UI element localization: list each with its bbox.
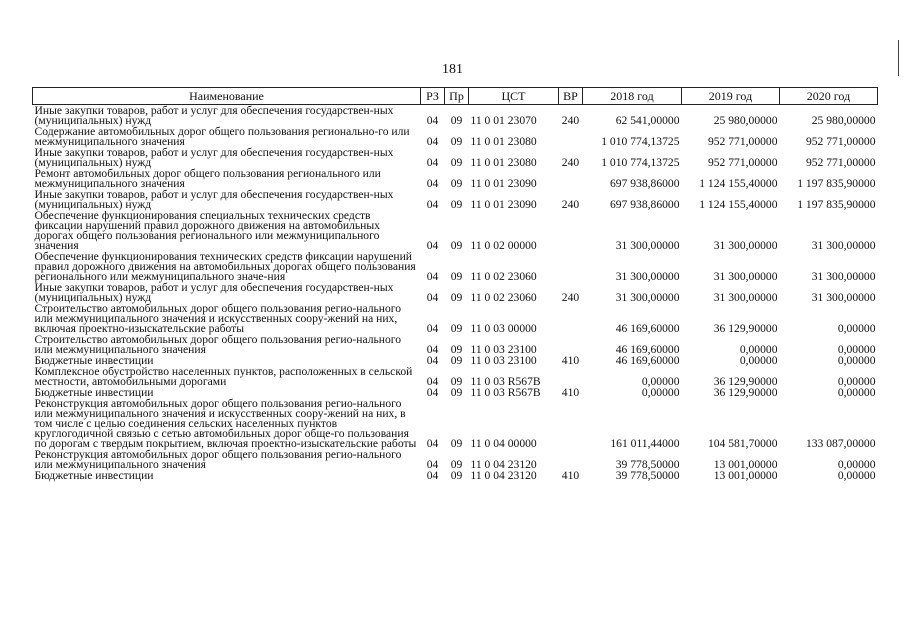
budget-table [32,87,878,481]
cell-2020: 0,00000 [837,386,876,399]
cell-cst: 11 0 01 23090 [470,198,537,211]
table-row [33,147,878,168]
cell-2018: 697 938,86000 [609,177,680,190]
cell-name: Иные закупки товаров, работ и услуг для обеспечения государствен-ных (муниципальных) нужд [34,281,394,304]
cell-rz: 04 [426,437,439,450]
cell-name: Обеспечение функционирования специальных технических средств фиксации нарушений правил дорожного движения на автомобильных дорогах общего пользования регионального или межмуниципального значения [34,209,380,252]
cell-vr [559,303,583,334]
cell-rz: 04 [426,135,439,148]
cell-2020: 133 087,00000 [805,437,876,450]
cell-rz: 04 [426,375,439,388]
cell-cst: 11 0 03 23100 [470,343,537,356]
cell-name: Строительство автомобильных дорог общего пользования регио-нального или межмуниципального значения и искусственных соору-жений на них, включая проектно-изыскательские работы [34,302,402,335]
cell-pr: 09 [450,469,463,482]
cell-2019: 952 771,00000 [707,156,778,169]
cell-pr: 09 [450,343,463,356]
cell-cst: 11 0 01 23090 [470,177,537,190]
cell-2020: 25 980,00000 [811,114,876,127]
cell-2018: 39 778,50000 [615,458,680,471]
cell-2018: 31 300,00000 [615,270,680,283]
table-row [33,251,878,282]
cell-2020: 0,00000 [837,375,876,388]
cell-vr [559,366,583,387]
cell-pr: 09 [450,291,463,304]
cell-name: Бюджетные инвестиции [34,354,154,367]
cell-2018: 0,00000 [641,386,680,399]
cell-vr: 240 [561,198,580,211]
cell-2018: 62 541,00000 [615,114,680,127]
cell-2018: 697 938,86000 [609,198,680,211]
cell-cst: 11 0 01 23080 [470,156,537,169]
cell-2018: 46 169,60000 [615,322,680,335]
cell-cst: 11 0 03 R567B [470,375,541,388]
cell-2018: 1 010 774,13725 [601,156,680,169]
cell-pr: 09 [450,270,463,283]
cell-cst: 11 0 02 00000 [470,239,537,252]
table-row [33,105,878,127]
cell-2020: 31 300,00000 [811,239,876,252]
table-body [33,105,878,482]
cell-name: Реконструкция автомобильных дорог общего пользования регио-нального или межмуниципального значения и искусственных соору-жений на них, в том числе с целью соединения сельских населенных пунктов круглогодичной связью с сетью автомобильных дорог обще-го пользования по дорогам с твердым покрытием, включая проектно-изыскательские работы [34,397,417,450]
cell-2018: 31 300,00000 [615,239,680,252]
cell-vr: 410 [561,386,580,399]
cell-vr [559,398,583,449]
cell-2019: 36 129,90000 [713,386,778,399]
table-row [33,282,878,303]
cell-2018: 161 011,44000 [610,437,680,450]
cell-vr: 240 [561,156,580,169]
header-rz: РЗ [421,88,445,105]
cell-pr: 09 [450,239,463,252]
cell-rz: 04 [426,177,439,190]
table-row [33,470,878,481]
cell-name: Иные закупки товаров, работ и услуг для обеспечения государствен-ных (муниципальных) нужд [34,188,394,211]
cell-pr: 09 [450,198,463,211]
table-row [33,334,878,355]
cell-2020: 0,00000 [837,343,876,356]
cell-rz: 04 [426,156,439,169]
cell-name: Строительство автомобильных дорог общего пользования регио-нального или межмуниципального значения [34,333,402,356]
cell-vr: 410 [561,354,580,367]
cell-vr [559,449,583,470]
cell-name: Реконструкция автомобильных дорог общего пользования регио-нального или межмуниципального значения [34,448,402,471]
table-row [33,126,878,147]
cell-cst: 11 0 01 23070 [470,114,537,127]
cell-vr [559,168,583,189]
cell-name: Содержание автомобильных дорог общего пользования регионально-го или межмуниципального значения [34,125,410,148]
cell-2019: 36 129,90000 [713,322,778,335]
cell-2019: 13 001,00000 [713,458,778,471]
cell-2019: 36 129,90000 [713,375,778,388]
cell-cst: 11 0 03 23100 [470,354,537,367]
cell-2019: 1 124 155,40000 [699,177,778,190]
cell-2019: 31 300,00000 [713,239,778,252]
cell-vr [559,126,583,147]
cell-cst: 11 0 02 23060 [470,291,537,304]
cell-vr [559,251,583,282]
cell-vr: 240 [561,114,580,127]
header-name: Наименование [33,88,421,105]
header-cst: ЦСТ [469,88,559,105]
cell-cst: 11 0 04 00000 [470,437,537,450]
table-row [33,210,878,251]
cell-rz: 04 [426,386,439,399]
cell-pr: 09 [450,135,463,148]
cell-2020: 0,00000 [837,354,876,367]
cell-2020: 1 197 835,90000 [797,198,876,211]
header-2019: 2019 год [682,88,780,105]
cell-rz: 04 [426,239,439,252]
cell-2020: 31 300,00000 [811,270,876,283]
cell-2019: 0,00000 [739,343,778,356]
cell-name: Обеспечение функционирования технических средств фиксации нарушений правил дорожного движения на автомобильных дорогах общего пользования регионального или межмуниципального значе-ния [34,250,416,283]
cell-rz: 04 [426,322,439,335]
cell-name: Бюджетные инвестиции [34,386,154,399]
cell-pr: 09 [450,177,463,190]
cell-2019: 952 771,00000 [707,135,778,148]
table-row [33,303,878,334]
cell-pr: 09 [450,354,463,367]
cell-2019: 31 300,00000 [713,291,778,304]
cell-vr: 240 [561,291,580,304]
cell-pr: 09 [450,375,463,388]
cell-cst: 11 0 04 23120 [470,458,537,471]
cell-2018: 46 169,60000 [615,354,680,367]
cell-name: Комплексное обустройство населенных пунктов, расположенных в сельской местности, автомобильными дорогами [34,365,413,388]
table-row [33,449,878,470]
cell-name: Иные закупки товаров, работ и услуг для обеспечения государствен-ных (муниципальных) нужд [34,104,394,127]
cell-rz: 04 [426,291,439,304]
cell-rz: 04 [426,469,439,482]
cell-2019: 25 980,00000 [713,114,778,127]
cell-2018: 31 300,00000 [615,291,680,304]
table-row [33,189,878,210]
cell-2019: 31 300,00000 [713,270,778,283]
table-row [33,398,878,449]
cell-2020: 0,00000 [837,458,876,471]
header-2020: 2020 год [780,88,878,105]
cell-2020: 952 771,00000 [805,156,876,169]
page-number: 181 [442,62,463,77]
cell-name: Ремонт автомобильных дорог общего пользования регионального или межмуниципального значения [34,167,381,190]
cell-2019: 13 001,00000 [713,469,778,482]
cell-2020: 31 300,00000 [811,291,876,304]
cell-pr: 09 [450,386,463,399]
cell-cst: 11 0 03 00000 [470,322,537,335]
cell-2018: 46 169,60000 [615,343,680,356]
cell-cst: 11 0 01 23080 [470,135,537,148]
cell-cst: 11 0 04 23120 [470,469,537,482]
header-pr: Пр [445,88,469,105]
header-2018: 2018 год [583,88,682,105]
table-row [33,168,878,189]
cell-2020: 952 771,00000 [805,135,876,148]
cell-2020: 0,00000 [837,469,876,482]
cell-pr: 09 [450,114,463,127]
cell-2018: 39 778,50000 [615,469,680,482]
cell-2018: 1 010 774,13725 [601,135,680,148]
cell-vr: 410 [561,469,580,482]
cell-2019: 104 581,70000 [707,437,778,450]
cell-rz: 04 [426,198,439,211]
cell-name: Бюджетные инвестиции [34,469,154,482]
cell-rz: 04 [426,458,439,471]
cell-pr: 09 [450,156,463,169]
cell-rz: 04 [426,270,439,283]
cell-cst: 11 0 02 23060 [470,270,537,283]
cell-2019: 1 124 155,40000 [699,198,778,211]
cell-rz: 04 [426,343,439,356]
cell-2020: 1 197 835,90000 [797,177,876,190]
cell-pr: 09 [450,458,463,471]
table-row [33,366,878,387]
cell-2020: 0,00000 [837,322,876,335]
cell-2018: 0,00000 [641,375,680,388]
cell-vr [559,210,583,251]
cell-2019: 0,00000 [739,354,778,367]
header-vr: ВР [559,88,583,105]
cell-cst: 11 0 03 R567B [470,386,541,399]
cell-pr: 09 [450,322,463,335]
cell-rz: 04 [426,114,439,127]
cell-name: Иные закупки товаров, работ и услуг для обеспечения государствен-ных (муниципальных) нужд [34,146,394,169]
cell-pr: 09 [450,437,463,450]
cell-vr [559,334,583,355]
cell-rz: 04 [426,354,439,367]
table-header-row [33,88,878,105]
